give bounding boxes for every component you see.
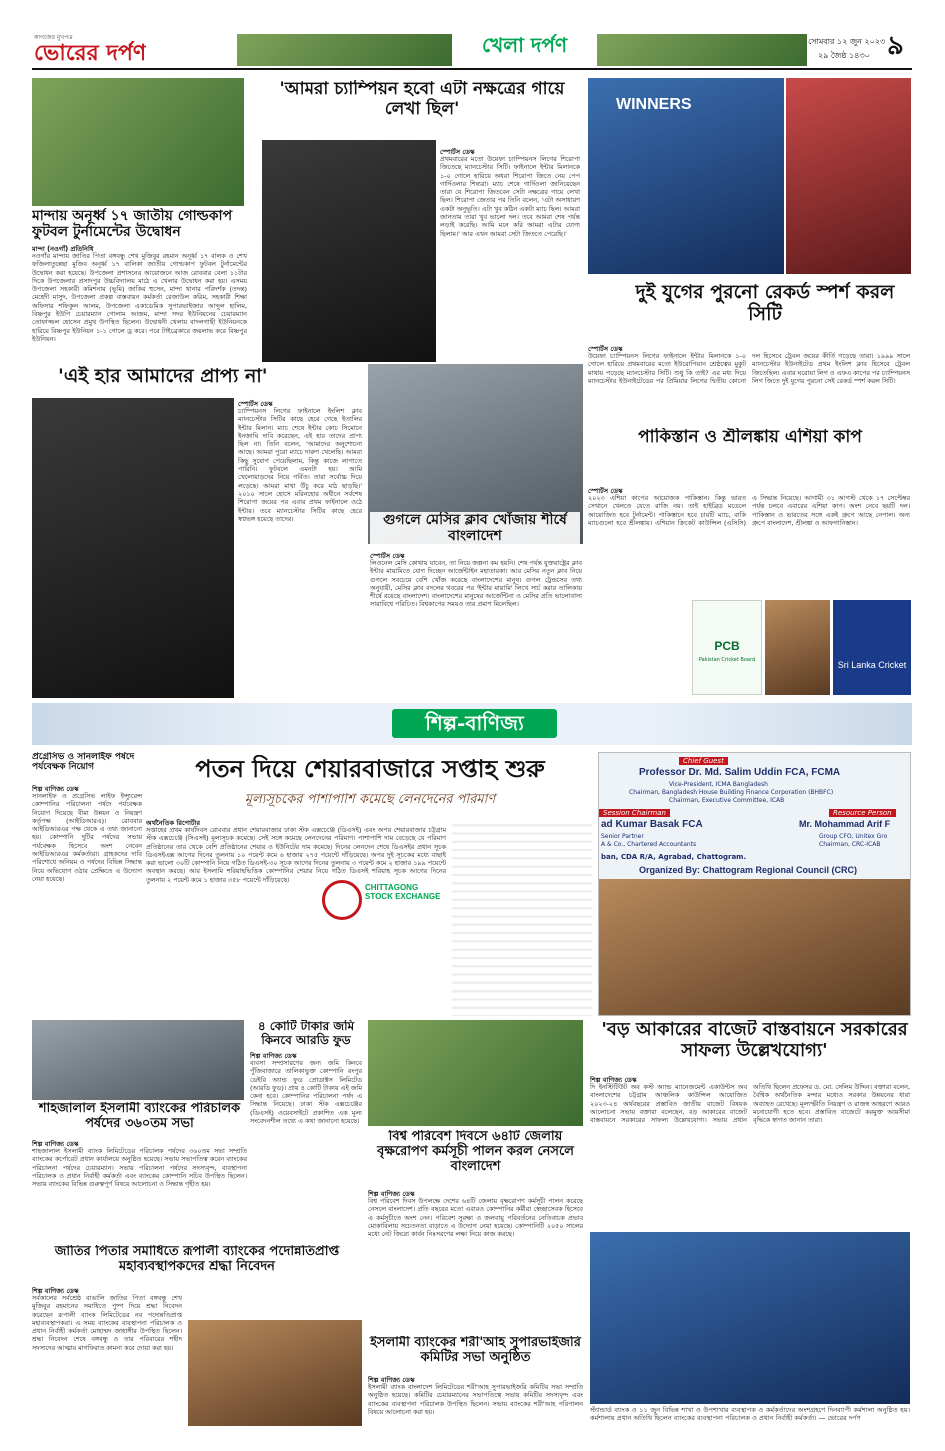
progressive-byline: শিল্প বাণিজ্য ডেস্ক [32, 785, 79, 793]
shariah-byline: শিল্প বাণিজ্য ডেস্ক [368, 1376, 415, 1384]
pcb-logo-text: PCB [714, 639, 740, 653]
pcb-logo-subtext: Pakistan Cricket Board [698, 657, 756, 663]
tree-planting-byline: শিল্প বাণিজ্য ডেস্ক [368, 1190, 415, 1198]
standard-bank-caption: স্ট্যান্ডার্ড ব্যাংক ও ১১ জুন বিভিন্ন শাখা ও উপশাখার ব্যবস্থাপক ও কর্মকর্তাদের অংশগ্রহণে দিনব্যাপী কর্মশালা অনুষ্ঠিত হয়। কর্মশালায় প্রধান অতিথি ছিলেন ব্যাংকের ব্যবস্থাপনা পরিচালক ও প্রধান নির্বাহী কর্মকর্তা। — ভোরের দর্পণ [590, 1406, 910, 1423]
share-market-byline: অর্থনৈতিক রিপোর্টার [146, 819, 201, 827]
messi-club-body: লিওনেল মেসি কোথায় যাবেন, তা নিয়ে জল্পনা কম হয়নি। শেষ পর্যন্ত যুক্তরাষ্ট্রের ক্লাব ইন্টার মায়ামিতে যোগ দিচ্ছেন আর্জেন্টাইন মহাতারকা। আর মেসির নতুন ক্লাব নিয়ে গুগলে সবচেয়ে বেশি খোঁজ করেছে বাংলাদেশের মানুষ। গুগল ট্রেন্ডসের তথ্য অনুযায়ী, মেসির ক্লাব বদলের খবরের পর 'ইন্টার মায়ামি' লিখে সার্চ করার তালিকায় শীর্ষে রয়েছে বাংলাদেশ। বাংলাদেশের মানুষের আর্জেন্টিনা ও মেসির প্রতি ভালোবাসা সারাবিশ্বে পরিচিত। বিশ্বকাপের সময়ও তার প্রমাণ মিলেছিল। [370, 559, 582, 609]
cse-logo-text: CHITTAGONG STOCK EXCHANGE [365, 883, 441, 901]
sri-lanka-cricket-logo [833, 600, 911, 695]
event-venue: ban, CDA R/A, Agrabad, Chattogram. [601, 853, 747, 861]
inzaghi-headline: 'এই হার আমাদের প্রাপ্য না' [58, 366, 268, 387]
tree-planting-headline: বিশ্ব পরিবেশ দিবসে ৬৪টি জেলায় বৃক্ষরোপণ কর্মসূচী পালন করল নেসলে বাংলাদেশ [377, 1130, 574, 1174]
progressive-headline: প্রগ্রেসিভ ও সানলাইফ পর্ষদে পর্যবেক্ষক নিয়োগ [32, 752, 135, 773]
rupali-headline: জাতির পিতার সমাধিতে রূপালী ব্যাংকের পদোন্নতিপ্রাপ্ত মহাব্যবস্থাপকদের শ্রদ্ধা নিবেদন [54, 1245, 340, 1274]
session-chair-title-2: A & Co., Chartered Accountants [601, 841, 697, 848]
event-organizer: Organized By: Chattogram Regional Council (CRC) [639, 865, 858, 875]
rupali-body: সর্বকালের সর্বশ্রেষ্ঠ বাঙালি জাতির পিতা বঙ্গবন্ধু শেখ মুজিবুর রহমানের সমাধিতে পুষ্প দিয়ে শ্রদ্ধা নিবেদন করেছেন রূপালী ব্যাংক লিমিটেডের নব পদোন্নতিপ্রাপ্ত মহাব্যবস্থাপকরা। এ সময় ব্যাংকের ব্যবস্থাপনা পরিচালক ও প্রধান নির্বাহী কর্মকর্তা মোহাম্মদ জাহাঙ্গীর উপস্থিত ছিলেন। শ্রদ্ধা নিবেদন শেষে বঙ্গবন্ধু ও তার পরিবারের শহীদ সদস্যদের আত্মার মাগফিরাত কামনা করে দোয়া করা হয়। [32, 1294, 182, 1352]
rupali-tribute-photo [188, 1320, 362, 1426]
share-market-body: সপ্তাহের প্রথম কার্যদিবস রোববার প্রধান শেয়ারবাজার ঢাকা স্টক এক্সচেঞ্জে (ডিএসই) এবং অপর শেয়ারবাজার চট্টগ্রাম স্টক এক্সচেঞ্জে (সিএসই) মূল্যসূচক কমেছে। সেই সঙ্গে কমেছে লেনদেনের পরিমাণ। পাশাপাশি দাম বেড়েছে যে পরিমাণ প্রতিষ্ঠানের তার থেকে বেশি প্রতিষ্ঠানের শেয়ার ও ইউনিটের দাম কমেছে। দিনের লেনদেন শেষে ডিএসইর প্রধান সূচক ডিএসইএক্স আগের দিনের তুলনায় ১০ পয়েন্ট কমে ৬ হাজার ২৭৫ পয়েন্টে দাঁড়িয়েছে। অপর দুই সূচকের মধ্যে বাছাই করা ভালো ৩০টি কোম্পানি নিয়ে গঠিত ডিএসই-৩০ সূচক আগের দিনের তুলনায় ৩ পয়েন্ট কমে ২ হাজার ১৯৯ পয়েন্টে অবস্থান করছে। আর ইসলামি শরিয়াহভিত্তিক কোম্পানির শেয়ার নিয়ে গঠিত ডিএসই শরিয়াহ সূচক আগের দিনের তুলনায় ২ পয়েন্ট কমে ১ হাজার ৩৫৮ পয়েন্টে দাঁড়িয়েছে। [146, 826, 446, 884]
chief-guest-title-3: Chairman, Executive Committee, ICAB [669, 797, 785, 804]
budget-byline: শিল্প বাণিজ্য ডেস্ক [590, 1076, 637, 1084]
resource-person-title-1: Group CFO, Unitex Gro [819, 833, 888, 840]
shahjalal-board-photo [32, 1020, 244, 1100]
date-line-2: ২৯ জৈষ্ঠ ১৪৩০ [818, 51, 870, 60]
date-line-1: সোমবার ১২ জুন ২০২৩ [808, 37, 886, 46]
budget-headline: 'বড় আকারের বাজেট বাস্তবায়নে সরকারের সাফল্য উল্লেখযোগ্য' [601, 1020, 908, 1061]
messi-club-byline: স্পোর্টস ডেস্ক [370, 552, 405, 560]
standard-bank-workshop-photo [590, 1232, 910, 1404]
city-record-body: উয়েফা চ্যাম্পিয়নস লিগের ফাইনালে ইন্টার মিলানকে ১-০ গোলে হারিয়ে প্রথমবারের মতো ইউরোপিয়ান শ্রেষ্ঠত্বের মুকুট মাথায় পড়েছে ম্যানচেস্টার সিটি। শুধু কি তাই? এর মধ্য দিয়ে ম্যানচেস্টার ইউনাইটেডের পর প্রিমিয়ার লিগের দ্বিতীয় কোনো দল হিসেবে ট্রেবল জয়ের কীর্তি গড়েছে তারা। ১৯৯৯ সালে ম্যানচেস্টার ইউনাইটেড প্রথম ইংলিশ ক্লাব হিসেবে ট্রেবল জিতেছিল। এবার ঘরোয়া লিগ ও এফএ কাপের পর চ্যাম্পিয়নস লিগ জিতে দুই যুগের পুরনো সেই রেকর্ড স্পর্শ করল সিটি। [588, 352, 910, 385]
cse-logo [365, 883, 443, 917]
shahjalal-body: শাহজালাল ইসলামী ব্যাংক লিমিটেডের পরিচালক পর্ষদের ৩৬০তম সভা সম্প্রতি ব্যাংকের কর্পোরেট প্রধান কার্যালয়ে অনুষ্ঠিত হয়েছে। সভায় সভাপতিত্ব করেন ব্যাংকের পরিচালনা পর্ষদের চেয়ারম্যান। সভায় পরিচালনা পর্ষদের সদস্যবৃন্দ, ব্যবস্থাপনা পরিচালক ও প্রধান নির্বাহী কর্মকর্তা এবং ব্যাংকের কোম্পানি সচিব উপস্থিত ছিলেন। সভায় ব্যাংকের বিভিন্ন গুরুত্বপূর্ণ বিষয়ে আলোচনা ও সিদ্ধান্ত গৃহীত হয়। [32, 1147, 247, 1189]
share-market-headline: পতন দিয়ে শেয়ারবাজারে সপ্তাহ শুরু [195, 755, 545, 783]
messi-club-headline: গুগলে মেসির ক্লাব খোঁজায় শীর্ষে বাংলাদেশ [370, 512, 580, 544]
pep-byline: স্পোর্টস ডেস্ক [440, 148, 475, 156]
masthead [32, 30, 912, 70]
gold-cup-byline: মান্দা (নওগাঁ) প্রতিনিধি [32, 245, 94, 253]
event-speakers-photo [599, 879, 911, 1016]
asia-cup-body: ২০২৩ এশিয়া কাপের আয়োজক পাকিস্তান। কিন্তু ভারত সেখানে খেলতে যেতে রাজি নয়। তাই হাইব্রিড মডেলে আয়োজিত হবে টুর্নামেন্ট। পাকিস্তানে হবে চারটি ম্যাচ, বাকি ম্যাচগুলো হবে শ্রীলঙ্কায়। এশিয়ান ক্রিকেট কাউন্সিল (এসিসি) এ সিদ্ধান্ত নিয়েছে। আগামী ৩১ আগস্ট থেকে ১৭ সেপ্টেম্বর পর্যন্ত চলবে এবারের এশিয়া কাপ। অংশ নেবে ছয়টি দল। পাকিস্তান ও ভারতের সঙ্গে একই গ্রুপে আছে নেপাল। অন্য গ্রুপে বাংলাদেশ, শ্রীলঙ্কা ও আফগানিস্তান। [588, 494, 910, 527]
inzaghi-body: চ্যাম্পিয়নস লিগের ফাইনালে ইংলিশ ক্লাব ম্যানচেস্টার সিটির কাছে হেরে গেছে ইতালির ইন্টার মিলান। ম্যাচ শেষে ইন্টার কোচ সিমোনে ইনজাঘি দাবি করেছেন, এই হার তাদের প্রাপ্য ছিল না। তিনি বলেন, 'আমাদের অনুশোচনা আছে। আমরা পুরো ম্যাচে দারুণ খেলেছি। আমরা কিছু সুযোগ পেয়েছিলাম, কিন্তু কাজে লাগাতে পারিনি। ফুটবলে এমনটা হয়। আমি খেলোয়াড়দের নিয়ে গর্বিত। তারা সর্বোচ্চ দিয়ে লড়েছে। আমরা মাথা উঁচু করে মাঠ ছাড়ছি।' ২০১০ সালে হোসে মরিনহোর অধীনে সর্বশেষ শিরোপা জয়ের পর এবার প্রথম ফাইনালে ওঠে ইন্টার। তবে ম্যানচেস্টার সিটির কাছে হেরে স্বপ্নভঙ্গ হয়েছে তাদের। [238, 407, 362, 523]
city-record-byline: স্পোর্টস ডেস্ক [588, 345, 623, 353]
chief-guest-name: Professor Dr. Md. Salim Uddin FCA, FCMA [639, 767, 841, 778]
sri-lanka-cricket-logo-text: Sri Lanka Cricket [837, 660, 907, 670]
budget-body: দি ইনস্টিটিউট অব কস্ট অ্যান্ড ম্যানেজমেন্ট একাউন্টস অব বাংলাদেশের চট্টগ্রাম আঞ্চলিক কাউন্সিল আয়োজিত ২০২৩-২৪ অর্থবছরের প্রস্তাবিত জাতীয় বাজেট বিষয়ক আলোচনা সভায় বক্তারা বলেছেন, বড় আকারের বাজেট বাস্তবায়নে সরকারের সাফল্য উল্লেখযোগ্য। সভায় প্রধান অতিথি ছিলেন প্রফেসর ড. মো. সেলিম উদ্দিন। বক্তারা বলেন, বৈশ্বিক অর্থনৈতিক মন্দার মধ্যেও সরকার উন্নয়নের ধারা অব্যাহত রেখেছে। মূল্যস্ফীতি নিয়ন্ত্রণ ও রাজস্ব আহরণে আরও মনোযোগী হতে হবে। প্রস্তাবিত বাজেটে করমুক্ত আয়সীমা বৃদ্ধিকে স্বাগত জানান তারা। [590, 1083, 910, 1125]
pep-guardiola-trophy-photo [262, 140, 436, 362]
page-number: ৯ [887, 32, 904, 61]
resource-person-name: Mr. Mohammad Arif F [799, 819, 891, 829]
business-section-title: শিল্প-বাণিজ্য [392, 709, 557, 738]
progressive-body: সানলাইফ ও প্রগ্রেসিভ লাইফ ইন্স্যুরেন্স কোম্পানির পরিচালনা পর্ষদে পর্যবেক্ষক নিয়োগ দিয়েছে বীমা উন্নয়ন ও নিয়ন্ত্রণ কর্তৃপক্ষ (আইডিআরএ)। রোববার আইডিআরএর পক্ষ থেকে এ তথ্য জানানো হয়। কোম্পানি দুটির পর্ষদের সভায় পর্যবেক্ষক হিসেবে অংশ নেবেন আইডিআরএর কর্মকর্তারা। গ্রাহকদের দাবি পরিশোধে অনিয়ম ও পর্ষদের বিভিন্ন সিদ্ধান্ত নিয়ে অভিযোগ ওঠার প্রেক্ষিতে এ উদ্যোগ নেয়া হয়েছে। [32, 792, 142, 883]
city-record-headline: দুই যুগের পুরনো রেকর্ড স্পর্শ করল সিটি [635, 282, 895, 325]
pep-body: প্রথমবারের মতো উয়েফা চ্যাম্পিয়নস লিগের শিরোপা জিতেছে ম্যানচেস্টার সিটি। ফাইনালে ইন্টার মিলানকে ১-০ গোলে হারিয়ে অধরা শিরোপা জিতে নেয় পেপ গার্দিওলার শিষ্যরা। ম্যাচ শেষে গার্দিওলা জানিয়েছেন তারা যে শিরোপা জিতবেন সেটা নক্ষত্রের গায়ে লেখা ছিল। শিরোপা জেতার পর তিনি বলেন, 'এটা অসাধারণ একটা অনুভূতি। এটা খুব কঠিন একটা ম্যাচ ছিল। আমরা জানতাম তারা খুব ভালো দল। তবে আমরা শেষ পর্যন্ত লড়াই করেছি। আমি মনে করি আমরা এটার যোগ্য ছিলাম।' আর এখন আমরা সেটা জিততে পেরেছি।' [440, 155, 580, 238]
chief-guest-label: Chief Guest [679, 757, 728, 765]
shariah-body: ইসলামী ব্যাংক বাংলাদেশ লিমিটেডের শরী'আহ সুপারভাইজরি কমিটির সভা সম্প্রতি অনুষ্ঠিত হয়েছে। কমিটির চেয়ারম্যানের সভাপতিত্বে সভায় কমিটির সদস্যবৃন্দ এবং ব্যাংকের ব্যবস্থাপনা পরিচালক উপস্থিত ছিলেন। সভায় ব্যাংকের শরী'আহ পরিপালন বিষয়ে আলোচনা করা হয়। [368, 1383, 583, 1416]
rd-food-byline: শিল্প বাণিজ্য ডেস্ক [250, 1052, 297, 1060]
football-fans-banner-photo [237, 34, 452, 66]
pep-headline: 'আমরা চ্যাম্পিয়ন হবো এটা নক্ষত্রের গায়ে লেখা ছিল' [279, 80, 565, 119]
session-chair-label: Session Chairman [599, 809, 670, 817]
shariah-headline: ইসলামী ব্যাংকের শরী'আহ সুপারভাইজরি কমিটির সভা অনুষ্ঠিত [370, 1336, 581, 1365]
cricket-banner-photo [597, 34, 807, 66]
winners-caption: WINNERS [616, 96, 692, 113]
tree-planting-body: বিশ্ব পরিবেশ দিবস উপলক্ষে দেশের ৬৪টি জেলায় বৃক্ষরোপণ কর্মসূচী পালন করেছে নেসলে বাংলাদেশ। প্রতি বছরের মতো এবারও কোম্পানির কর্মীরা স্বেচ্ছাসেবক হিসেবে এ কর্মসূচীতে অংশ নেন। পরিবেশ সুরক্ষা ও জলবায়ু পরিবর্তনের নেতিবাচক প্রভাব মোকাবিলায় সচেতনতা বাড়াতে এ উদ্যোগ নেয়া হয়েছে। কোম্পানিটি ২০৫০ সালের মধ্যে নেট জিরো কার্বন নিঃসরণের লক্ষ্য নিয়ে কাজ করছে। [368, 1197, 583, 1239]
masthead-tagline: কাগজের মুখপত্র [34, 34, 73, 41]
pcb-logo [692, 600, 762, 695]
share-market-body-continued [452, 818, 592, 1016]
inzaghi-byline: স্পোর্টস ডেস্ক [238, 400, 273, 408]
asia-cup-headline: পাকিস্তান ও শ্রীলঙ্কায় এশিয়া কাপ [638, 428, 862, 447]
man-city-celebration-photo [588, 78, 784, 274]
chief-guest-title-2: Chairman, Bangladesh House Building Finance Corporation (BHBFC) [629, 789, 834, 796]
chief-guest-title-1: Vice-President, ICMA Bangladesh [669, 781, 768, 788]
share-market-subheadline: মূল্যসূচকের পাশাপাশি কমেছে লেনদেনের পরিমাণ [244, 793, 496, 807]
section-name: খেলা দর্পণ [452, 34, 597, 66]
resource-person-title-2: Chairman, CRC-ICAB [819, 841, 881, 848]
gold-cup-headline: মান্দায় অনূর্ধ্ব ১৭ জাতীয় গোল্ডকাপ ফুটবল টুর্নামেন্টের উদ্বোধন [32, 208, 233, 241]
rupali-byline: শিল্প বাণিজ্য ডেস্ক [32, 1287, 79, 1295]
session-chair-title-1: Senior Partner [601, 833, 644, 840]
man-united-1999-photo [786, 78, 911, 274]
paper-name: ভোরের দর্পণ [34, 41, 147, 66]
shahjalal-byline: শিল্প বাণিজ্য ডেস্ক [32, 1140, 79, 1148]
inzaghi-photo [32, 398, 234, 698]
gold-cup-photo [32, 78, 244, 206]
asia-cup-byline: স্পোর্টস ডেস্ক [588, 487, 623, 495]
nestle-tree-planting-photo [368, 1020, 583, 1126]
rd-food-body: ব্যবসা সম্প্রসারণের জন্য জমি কিনবে পুঁজিবাজারে তালিকাভুক্ত কোম্পানি রংপুর ডেইরি অ্যান্ড ফুড প্রোডাক্টস লিমিটেড (আরডি ফুড)। প্রায় ৪ কোটি টাকায় এই জমি কেনা হবে। কোম্পানির পরিচালনা পর্ষদ এ সিদ্ধান্ত নিয়েছে। ঢাকা স্টক এক্সচেঞ্জের (ডিএসই) ওয়েবসাইটে প্রকাশিত এক মূল্য সংবেদনশীল তথ্যে এ কথা জানানো হয়েছে। [250, 1059, 362, 1126]
dse-logo [322, 880, 362, 920]
asia-cup-trophy-photo [765, 600, 830, 695]
rd-food-headline: ৪ কোটি টাকার জমি কিনবে আরডি ফুড [257, 1020, 355, 1047]
resource-person-label: Resource Person [829, 809, 896, 817]
gold-cup-body: নওগাঁর মান্দায় জাতির পিতা বঙ্গবন্ধু শেখ মুজিবুর রহমান অনূর্ধ্ব ১৭ বালক ও শেখ ফজিলাতুন্নেছা মুজিব অনূর্ধ্ব ১৭ বালিকা জাতীয় গোল্ডকাপ ফুটবল টুর্নামেন্টের উদ্বোধন করা হয়েছে। উপজেলা প্রশাসনের আয়োজনে আজ রোববার বেলা ১১টার দিকে উপজেলার প্রসাদপুর উচ্চবিদ্যালয় মাঠে এ খেলার উদ্বোধন করা হয়। এসময় উপজেলা সহকারী কমিশনার (ভূমি) জাকির হুসেন, মান্দা থানার পরিদর্শক (তদন্ত) মেহেদী মাসুদ, উপজেলা প্রকল্প বাস্তবায়ন কর্মকর্তা রেজাউল করিম, সহকারী শিক্ষা অফিসার শফিকুল আলম, উপজেলা একাডেমিক সুপারভাইজার আব্দুল হালিম, বিষ্ণপুর ইউপি চেয়ারম্যান গোলাম আজম, মান্দা সদর ইউনিয়নের চেয়ারম্যান তোফাজ্জল হোসেন প্রমুখ উপস্থিত ছিলেন। উদ্বোধনী খেলায় বাদলগাছী ইউনিয়নকে হারিয়ে বিষ্ণপুর ইউনিয়ন ১-১ গোলে ড্র করে। পরে টাইব্রেকারে জয়লাভ করে বিষ্ণপুর ইউনিয়ন। [32, 252, 247, 343]
shahjalal-headline: শাহজালাল ইসলামী ব্যাংকের পরিচালক পর্ষদের ৩৬০তম সভা [38, 1102, 241, 1131]
session-chair-name: ad Kumar Basak FCA [601, 819, 703, 830]
icma-event-photo [598, 752, 911, 1016]
business-section-banner [32, 703, 912, 745]
